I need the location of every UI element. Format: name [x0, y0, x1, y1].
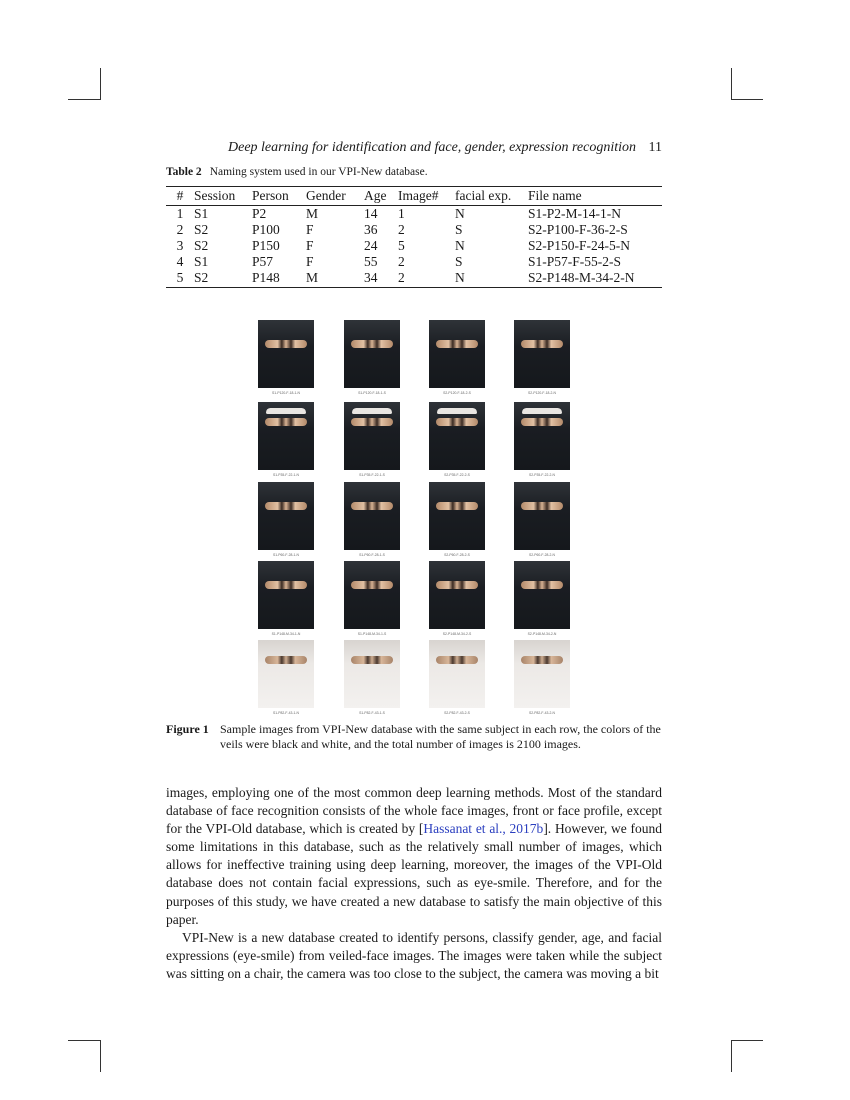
- table-cell: P57: [252, 254, 274, 269]
- image-filename-label: S1-P35-F-22-1-S: [359, 473, 385, 477]
- crop-mark: [100, 1040, 101, 1072]
- crop-mark: [731, 99, 763, 100]
- column-header: File name: [528, 187, 662, 206]
- table-cell: S2: [194, 238, 209, 253]
- image-filename-label: S2-P60-F-28-2-N: [528, 553, 555, 557]
- image-filename-label: S2-P120-F-18-2-N: [528, 391, 556, 395]
- image-filename-label: S2-P82-F-43-2-S: [444, 711, 470, 715]
- table-cell: 5: [166, 270, 194, 288]
- figure-row: [256, 559, 576, 639]
- crop-mark: [731, 68, 732, 100]
- naming-table: [166, 186, 662, 288]
- veiled-face-photo: [429, 482, 485, 550]
- crop-mark: [68, 1040, 100, 1041]
- sample-image: [342, 400, 402, 480]
- table-caption: [166, 166, 428, 178]
- image-filename-label: S1-P148-M-34-1-N: [271, 632, 301, 636]
- veiled-face-photo: [514, 402, 570, 470]
- table-cell: S1-P57-F-55-2-S: [528, 254, 622, 269]
- eye-region: [436, 581, 478, 589]
- image-filename-label: S1-P148-M-34-1-S: [357, 632, 387, 636]
- sample-image: [342, 559, 402, 639]
- sample-image: [427, 559, 487, 639]
- eye-region: [265, 656, 307, 664]
- image-filename-label: S1-P82-F-43-1-S: [359, 711, 385, 715]
- table-row: [166, 206, 662, 223]
- image-filename-label: S2-P148-M-34-2-S: [442, 632, 472, 636]
- column-header: #: [166, 187, 194, 206]
- veiled-face-photo: [258, 561, 314, 629]
- table-cell: N: [455, 238, 465, 253]
- eye-region: [265, 502, 307, 510]
- sample-image: [512, 638, 572, 718]
- sample-image: [256, 480, 316, 560]
- sample-image: [512, 400, 572, 480]
- table-cell: 2: [176, 222, 184, 237]
- veiled-face-photo: [344, 640, 400, 708]
- table-cell: M: [306, 270, 364, 288]
- veiled-face-photo: [258, 482, 314, 550]
- table-cell: S2: [194, 222, 209, 237]
- table-cell: S1: [194, 206, 209, 221]
- image-filename-label: S2-P148-M-34-2-N: [527, 632, 557, 636]
- table-cell: 1: [176, 206, 184, 221]
- table-row: [166, 254, 662, 270]
- eye-region: [521, 418, 563, 426]
- table-cell: 36: [364, 222, 378, 237]
- figure-caption-text: Sample images from VPI-New database with the same subject in each row, the colors of the veils were black and white, and the total number of images is 2100 images.: [220, 722, 661, 751]
- sample-image: [342, 318, 402, 398]
- table-cell: S1-P2-M-14-1-N: [528, 206, 621, 221]
- veiled-face-photo: [429, 320, 485, 388]
- figure-row: [256, 480, 576, 560]
- eye-region: [351, 581, 393, 589]
- image-filename-label: S2-P82-F-43-2-N: [528, 711, 555, 715]
- figure-row: [256, 638, 576, 718]
- veiled-face-photo: [514, 561, 570, 629]
- veiled-face-photo: [258, 402, 314, 470]
- table-row: [166, 222, 662, 238]
- column-header: Image#: [398, 187, 455, 206]
- eye-region: [436, 418, 478, 426]
- image-filename-label: S2-P35-F-22-2-N: [528, 473, 555, 477]
- figure-label: Figure 1: [166, 722, 209, 736]
- sample-image: [427, 400, 487, 480]
- table-cell: F: [306, 238, 314, 253]
- eye-region: [521, 581, 563, 589]
- image-filename-label: S1-P60-F-28-1-S: [359, 553, 385, 557]
- table-cell: 2: [398, 222, 405, 237]
- table-cell: S2-P150-F-24-5-N: [528, 238, 631, 253]
- sample-image: [342, 480, 402, 560]
- body-text: [166, 784, 662, 983]
- column-header: Session: [194, 187, 252, 206]
- veiled-face-photo: [429, 402, 485, 470]
- crop-mark: [100, 68, 101, 100]
- paragraph-text: ]. However, we found some limitations in this database, such as the relatively small number of images, which allows for ineffective training using deep learning, moreover, the images of the VPI-Old database does not contain facial expressions, such as eye-smile. Therefore, and for the purposes of this study, we have created a new database to satisfy the main objective of this paper.: [166, 821, 662, 927]
- table-cell: F: [306, 222, 314, 237]
- sample-image: [342, 638, 402, 718]
- page-number: 11: [648, 140, 662, 155]
- sample-image: [512, 559, 572, 639]
- figure-row: [256, 400, 576, 480]
- table-cell: 55: [364, 254, 378, 269]
- table-cell: S: [455, 222, 463, 237]
- column-header: Age: [364, 187, 398, 206]
- table-cell: S: [455, 254, 463, 269]
- table-cell: 5: [398, 238, 405, 253]
- eye-region: [265, 340, 307, 348]
- sample-image: [512, 480, 572, 560]
- image-filename-label: S2-P120-F-18-2-S: [443, 391, 471, 395]
- eye-region: [265, 418, 307, 426]
- eye-region: [351, 418, 393, 426]
- eye-region: [521, 656, 563, 664]
- crop-mark: [731, 1040, 763, 1041]
- paragraph-text: images, employing one of the most common deep learning methods. Most of the standard database of face recognition consists of the whole face images, front or face profile, except for the VPI-Old database, which is created by [: [166, 785, 662, 837]
- sample-image: [427, 480, 487, 560]
- table-cell: P100: [252, 222, 280, 237]
- table-cell: P150: [252, 238, 280, 253]
- table-cell: F: [306, 254, 314, 269]
- image-filename-label: S1-P60-F-28-1-N: [272, 553, 299, 557]
- eye-region: [521, 502, 563, 510]
- eye-region: [351, 502, 393, 510]
- column-header: facial exp.: [455, 187, 528, 206]
- veiled-face-photo: [344, 402, 400, 470]
- table-cell: 1: [398, 206, 405, 221]
- veiled-face-photo: [514, 320, 570, 388]
- image-filename-label: S2-P35-F-22-2-S: [444, 473, 470, 477]
- crop-mark: [68, 99, 100, 100]
- figure-row: [256, 318, 576, 398]
- eye-region: [436, 340, 478, 348]
- sample-image: [427, 638, 487, 718]
- table-row: [166, 238, 662, 254]
- table-label: Table 2: [166, 166, 202, 178]
- paragraph: [166, 784, 662, 929]
- column-header: Person: [252, 187, 306, 206]
- table-cell: 14: [364, 206, 378, 221]
- eye-region: [436, 656, 478, 664]
- table-caption-text: Naming system used in our VPI-New database.: [209, 166, 428, 178]
- eye-region: [436, 502, 478, 510]
- citation-link[interactable]: Hassanat et al., 2017b: [423, 821, 544, 837]
- table-cell: P148: [252, 270, 306, 288]
- table-cell: 34: [364, 270, 398, 288]
- column-header: Gender: [306, 187, 364, 206]
- image-filename-label: S1-P120-F-18-1-S: [358, 391, 386, 395]
- image-filename-label: S1-P120-F-18-1-N: [272, 391, 300, 395]
- table-cell: 2: [398, 270, 455, 288]
- veiled-face-photo: [429, 640, 485, 708]
- sample-image: [256, 559, 316, 639]
- veiled-face-photo: [514, 640, 570, 708]
- eye-region: [265, 581, 307, 589]
- table-cell: P2: [252, 206, 267, 221]
- sample-images-figure: [256, 318, 576, 715]
- sample-image: [427, 318, 487, 398]
- veiled-face-photo: [344, 482, 400, 550]
- table-cell: 2: [398, 254, 405, 269]
- table-cell: M: [306, 206, 319, 221]
- image-filename-label: S1-P82-F-43-1-N: [272, 711, 299, 715]
- sample-image: [256, 638, 316, 718]
- veiled-face-photo: [344, 320, 400, 388]
- sample-image: [512, 318, 572, 398]
- eye-region: [351, 656, 393, 664]
- table-cell: 3: [176, 238, 184, 253]
- table-cell: S2-P100-F-36-2-S: [528, 222, 628, 237]
- table-cell: N: [455, 206, 465, 221]
- table-cell: S2: [194, 270, 252, 288]
- table-row: [166, 270, 662, 288]
- table-cell: S2-P148-M-34-2-N: [528, 270, 662, 288]
- veiled-face-photo: [258, 640, 314, 708]
- sample-image: [256, 400, 316, 480]
- veiled-face-photo: [258, 320, 314, 388]
- figure-caption: [166, 722, 662, 752]
- running-head-title: Deep learning for identification and face, gender, expression recognition: [228, 140, 636, 155]
- image-filename-label: S2-P60-F-28-2-S: [444, 553, 470, 557]
- image-filename-label: S1-P35-F-22-1-N: [272, 473, 299, 477]
- paragraph: VPI-New is a new database created to identify persons, classify gender, age, and facial expressions (eye-smile) from veiled-face images. The images were taken while the subject was sitting on a chair, the camera was too close to the subject, the camera was moving a bit: [166, 929, 662, 981]
- table-header-row: [166, 187, 662, 206]
- sample-image: [256, 318, 316, 398]
- veiled-face-photo: [429, 561, 485, 629]
- veiled-face-photo: [514, 482, 570, 550]
- eye-region: [351, 340, 393, 348]
- table-cell: S1: [194, 254, 209, 269]
- eye-region: [521, 340, 563, 348]
- crop-mark: [731, 1040, 732, 1072]
- table-cell: N: [455, 270, 528, 288]
- table-cell: 4: [176, 254, 184, 269]
- table-cell: 24: [364, 238, 378, 253]
- veiled-face-photo: [344, 561, 400, 629]
